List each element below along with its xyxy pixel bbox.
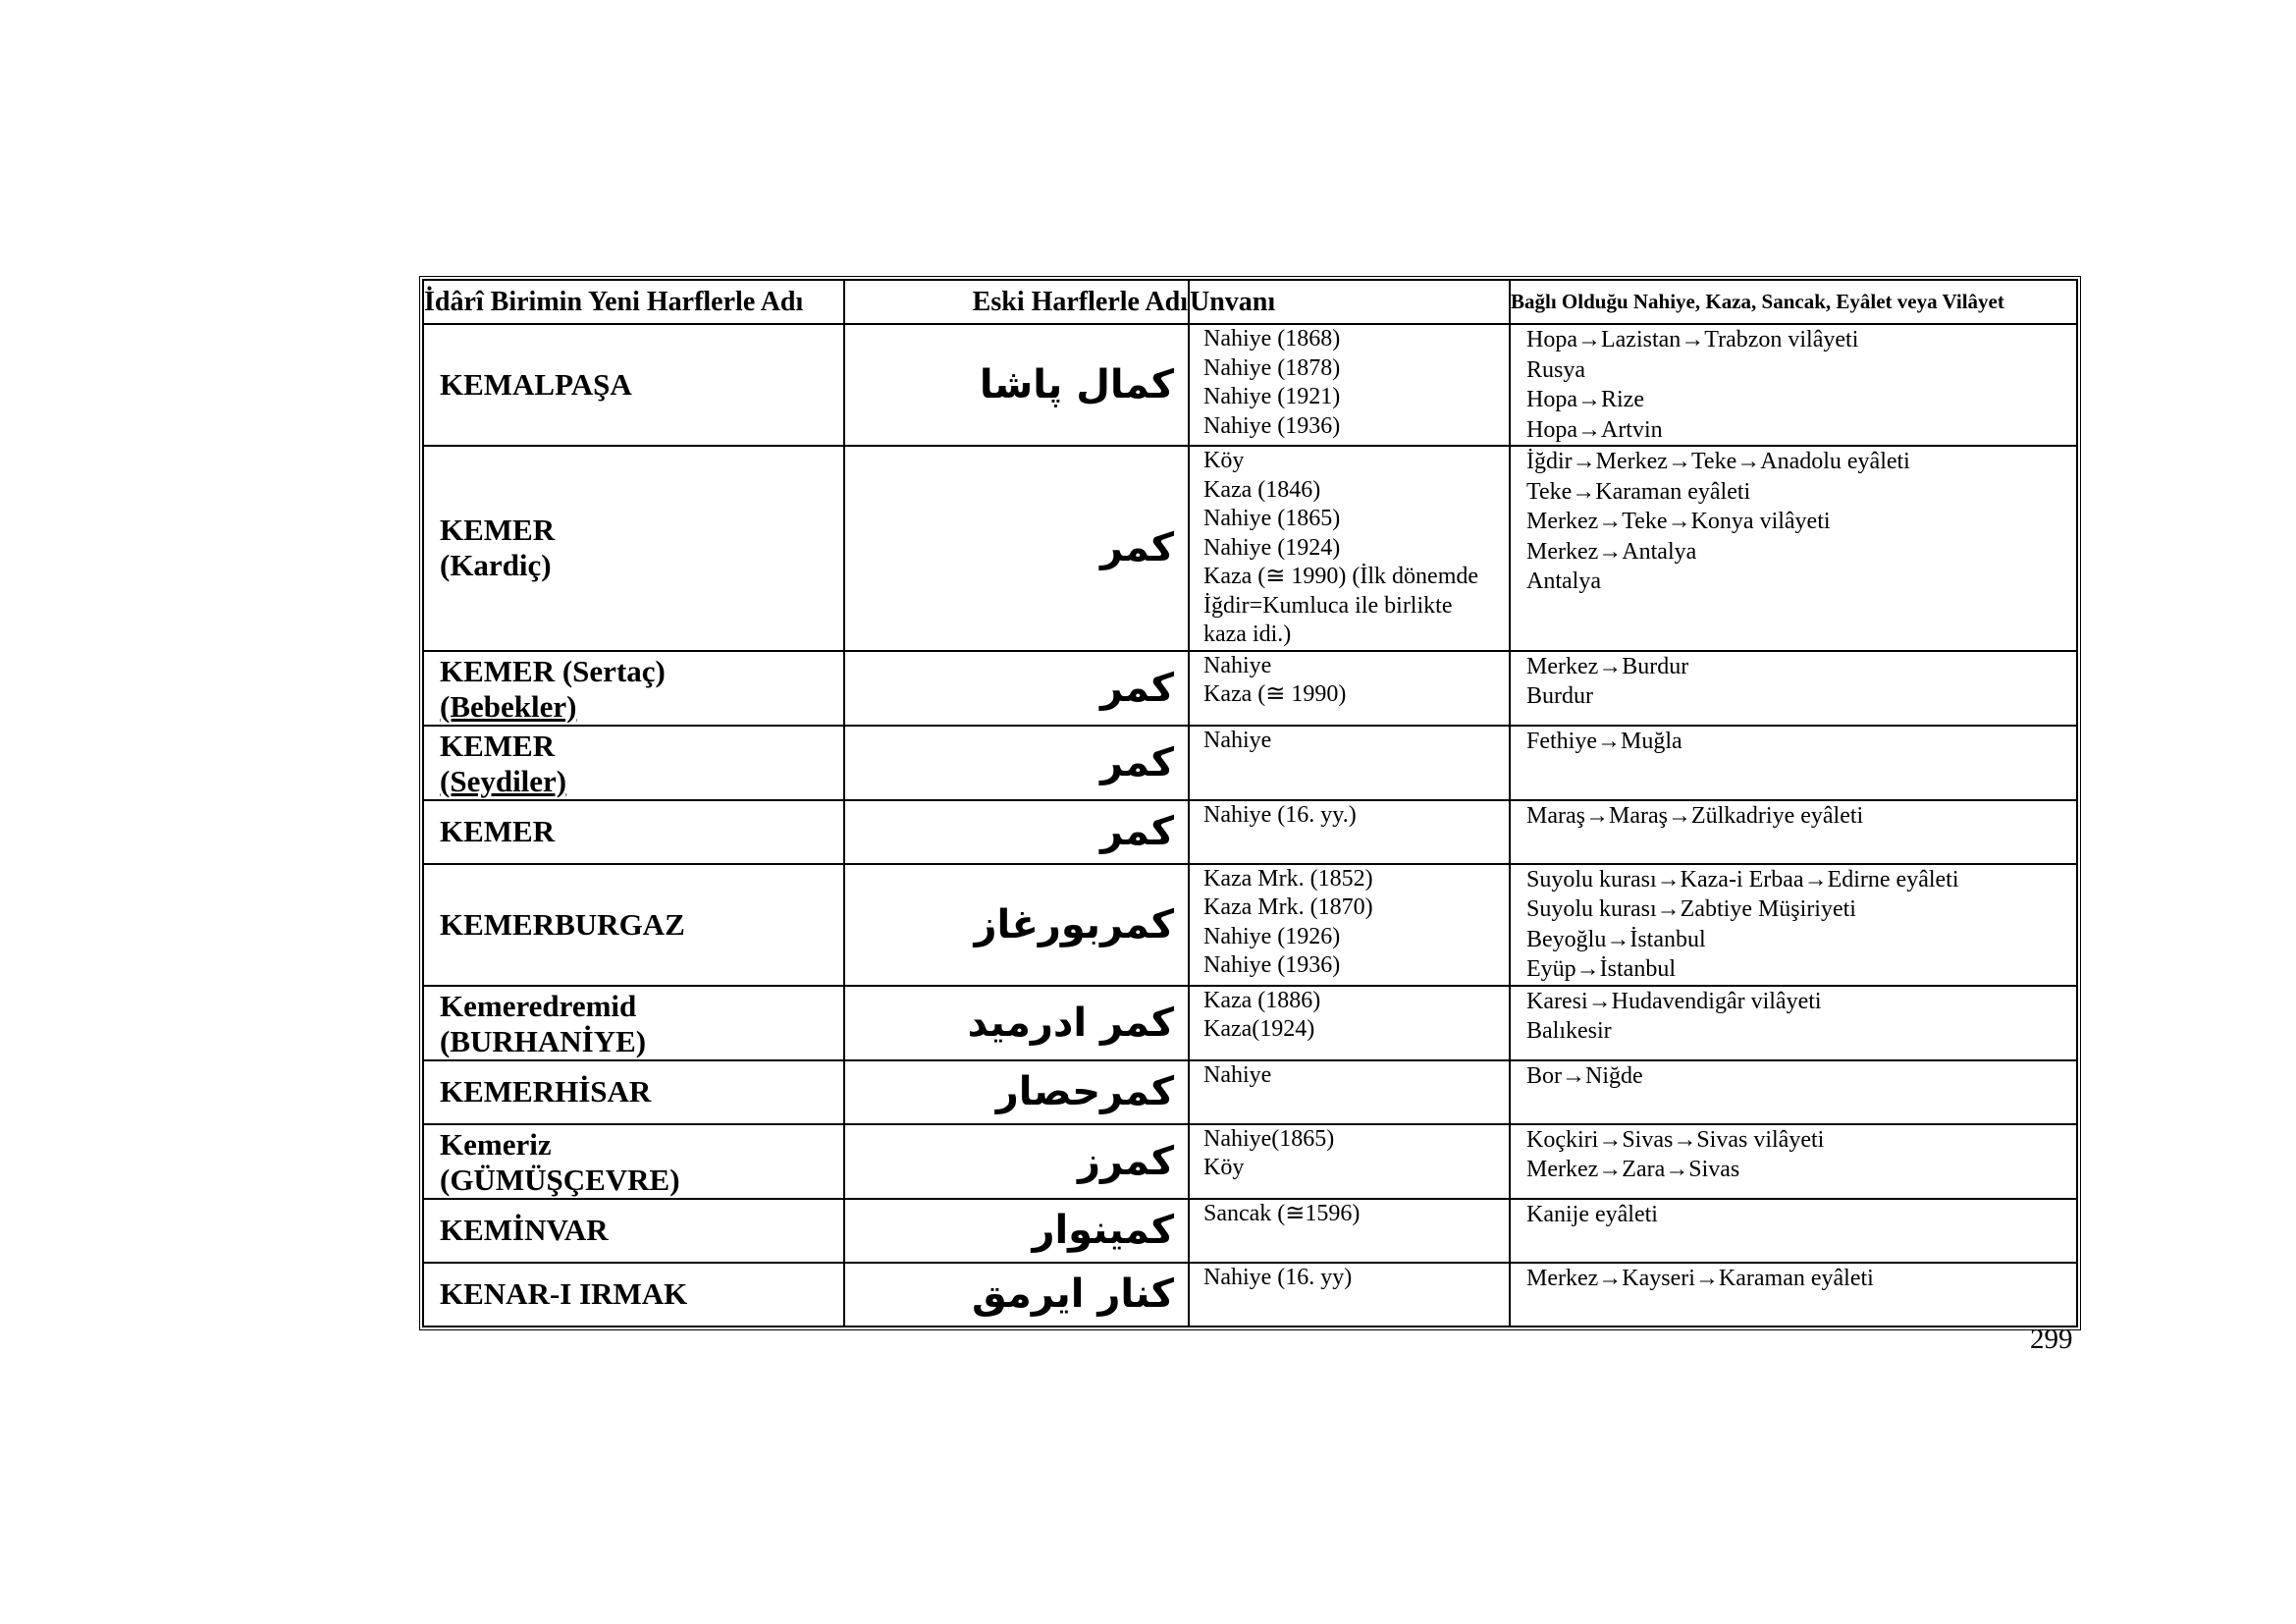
new-name: KEMİNVAR	[440, 1213, 609, 1247]
old-name: كمر	[844, 651, 1189, 726]
new-name-cell	[423, 800, 844, 864]
header-affiliation: Bağlı Olduğu Nahiye, Kaza, Sancak, Eyâlet veya Vilâyet	[1510, 280, 2077, 324]
affiliation-line: Balıkesir	[1526, 1018, 1612, 1044]
new-name-cell	[423, 986, 844, 1060]
new-name: KEMER (Sertaç)	[440, 653, 666, 688]
title-cell	[1189, 800, 1510, 864]
affiliation-cell	[1510, 986, 2077, 1060]
table-row	[423, 1263, 2077, 1326]
new-name-cell	[423, 1060, 844, 1124]
affiliation-cell	[1510, 800, 2077, 864]
affiliation-line: Teke→Karaman eyâleti	[1526, 478, 1751, 505]
table-row	[423, 1124, 2077, 1199]
title-line: Nahiye (1926)	[1203, 923, 1341, 949]
table-header-row	[423, 280, 2077, 324]
affiliation-line: Karesi→Hudavendigâr vilâyeti	[1526, 988, 1822, 1014]
table-row	[423, 1199, 2077, 1263]
title-line: Nahiye (1924)	[1203, 534, 1341, 561]
new-name: KEMER	[440, 814, 556, 848]
affiliation-line: Suyolu kurası→Kaza-i Erbaa→Edirne eyâleti	[1526, 866, 1959, 893]
new-name-cell	[423, 726, 844, 800]
new-name: KENAR-I IRMAK	[440, 1276, 688, 1311]
title-cell	[1189, 864, 1510, 986]
new-name: Kemeredremid	[440, 988, 637, 1023]
affiliation-line: Suyolu kurası→Zabtiye Müşiriyeti	[1526, 896, 1856, 922]
title-line: Nahiye (16. yy)	[1203, 1264, 1353, 1290]
title-cell	[1189, 1060, 1510, 1124]
affiliation-line: Kanije eyâleti	[1526, 1201, 1658, 1227]
new-name-cell	[423, 446, 844, 651]
affiliation-cell	[1510, 651, 2077, 726]
title-line: Kaza (1886)	[1203, 987, 1321, 1013]
old-name: كمرز	[844, 1124, 1189, 1199]
affiliation-line: Beyoğlu→İstanbul	[1526, 926, 1706, 952]
affiliation-cell	[1510, 1263, 2077, 1326]
new-name-alt: (Kardiç)	[440, 548, 552, 583]
affiliation-line: Merkez→Teke→Konya vilâyeti	[1526, 509, 1831, 534]
affiliation-line: İğdir→Merkez→Teke→Anadolu eyâleti	[1526, 449, 1910, 474]
table-row	[423, 1060, 2077, 1124]
old-name: كمر	[844, 446, 1189, 651]
affiliation-line: Fethiye→Muğla	[1526, 728, 1682, 754]
affiliation-line: Merkez→Antalya	[1526, 538, 1697, 565]
affiliation-line: Hopa→Artvin	[1526, 416, 1663, 443]
page-number: 299	[2030, 1324, 2073, 1355]
affiliation-line: Rusya	[1526, 356, 1585, 383]
title-line: Nahiye(1865)	[1203, 1125, 1335, 1152]
title-line: Nahiye	[1203, 1061, 1272, 1088]
old-name: كمر	[844, 800, 1189, 864]
title-line: Kaza (1846)	[1203, 476, 1321, 503]
title-cell	[1189, 1263, 1510, 1326]
affiliation-line: Merkez→Zara→Sivas	[1526, 1157, 1740, 1182]
affiliation-cell	[1510, 726, 2077, 800]
new-name-cell	[423, 1124, 844, 1199]
affiliation-line: Merkez→Burdur	[1526, 653, 1689, 679]
old-name: كمر ادرميد	[844, 986, 1189, 1060]
new-name: KEMERHİSAR	[440, 1074, 652, 1109]
title-line: Köy	[1203, 1155, 1245, 1180]
old-name: كمال پاشا	[844, 324, 1189, 446]
title-cell	[1189, 446, 1510, 651]
old-name: كمرحصار	[844, 1060, 1189, 1124]
affiliation-line: Koçkiri→Sivas→Sivas vilâyeti	[1526, 1126, 1825, 1153]
header-old-name: Eski Harflerle Adı	[844, 280, 1189, 324]
title-line: Nahiye (1865)	[1203, 506, 1341, 531]
new-name-alt: (Seydiler)	[440, 763, 567, 798]
table-row	[423, 986, 2077, 1060]
title-cell	[1189, 986, 1510, 1060]
title-line: Kaza(1924)	[1203, 1016, 1315, 1042]
old-name: كنار ايرمق	[844, 1263, 1189, 1326]
title-cell	[1189, 324, 1510, 446]
title-line: Nahiye (1936)	[1203, 412, 1341, 439]
affiliation-line: Hopa→Rize	[1526, 387, 1644, 412]
title-line: Nahiye (1921)	[1203, 384, 1341, 409]
title-line: Köy	[1203, 448, 1245, 473]
affiliation-cell	[1510, 864, 2077, 986]
old-name: كمر	[844, 726, 1189, 800]
new-name-alt: (BURHANİYE)	[440, 1023, 647, 1058]
affiliation-line: Hopa→Lazistan→Trabzon vilâyeti	[1526, 327, 1859, 352]
affiliation-line: Maraş→Maraş→Zülkadriye eyâleti	[1526, 802, 1864, 829]
new-name-alt: (Bebekler)	[440, 688, 577, 724]
new-name-cell	[423, 864, 844, 986]
new-name-alt: (GÜMÜŞÇEVRE)	[440, 1162, 680, 1197]
new-name-cell	[423, 1263, 844, 1326]
header-title: Unvanı	[1189, 280, 1510, 324]
header-new-name: İdârî Birimin Yeni Harflerle Adı	[423, 280, 844, 324]
title-line: Nahiye (1936)	[1203, 952, 1341, 978]
affiliation-line: Antalya	[1526, 568, 1601, 594]
title-line: Kaza (≅ 1990)	[1203, 681, 1347, 707]
title-line: Nahiye (1878)	[1203, 354, 1341, 381]
title-line: Nahiye	[1203, 727, 1272, 753]
new-name-cell	[423, 324, 844, 446]
table-row	[423, 651, 2077, 726]
new-name: KEMER	[440, 513, 556, 548]
affiliation-cell	[1510, 1060, 2077, 1124]
title-line: Kaza Mrk. (1852)	[1203, 865, 1373, 892]
affiliation-cell	[1510, 324, 2077, 446]
title-line: kaza idi.)	[1203, 622, 1292, 647]
affiliation-cell	[1510, 1124, 2077, 1199]
table-row	[423, 726, 2077, 800]
settlement-table	[419, 276, 2081, 1330]
new-name: KEMALPAŞA	[440, 367, 632, 402]
affiliation-line: Bor→Niğde	[1526, 1062, 1643, 1089]
table-row	[423, 446, 2077, 651]
affiliation-line: Eyüp→İstanbul	[1526, 956, 1676, 982]
affiliation-line: Merkez→Kayseri→Karaman eyâleti	[1526, 1265, 1874, 1291]
title-cell	[1189, 726, 1510, 800]
table-row	[423, 864, 2077, 986]
new-name: KEMER	[440, 728, 556, 763]
old-name: كمينوار	[844, 1199, 1189, 1263]
title-line: Nahiye (16. yy.)	[1203, 801, 1357, 828]
old-name: كمربورغاز	[844, 864, 1189, 986]
title-line: Kaza Mrk. (1870)	[1203, 894, 1373, 920]
new-name-cell	[423, 651, 844, 726]
title-line: Nahiye	[1203, 652, 1272, 678]
title-cell	[1189, 651, 1510, 726]
new-name-cell	[423, 1199, 844, 1263]
title-cell	[1189, 1199, 1510, 1263]
affiliation-line: Burdur	[1526, 683, 1593, 709]
affiliation-cell	[1510, 1199, 2077, 1263]
title-line: İğdir=Kumluca ile birlikte	[1203, 592, 1453, 619]
new-name: Kemeriz	[440, 1126, 552, 1162]
affiliation-cell	[1510, 446, 2077, 651]
title-line: Sancak (≅1596)	[1203, 1200, 1361, 1226]
title-line: Kaza (≅ 1990) (İlk dönemde	[1203, 564, 1479, 589]
title-line: Nahiye (1868)	[1203, 326, 1341, 352]
table-row	[423, 324, 2077, 446]
table-row	[423, 800, 2077, 864]
new-name: KEMERBURGAZ	[440, 906, 685, 942]
title-cell	[1189, 1124, 1510, 1199]
